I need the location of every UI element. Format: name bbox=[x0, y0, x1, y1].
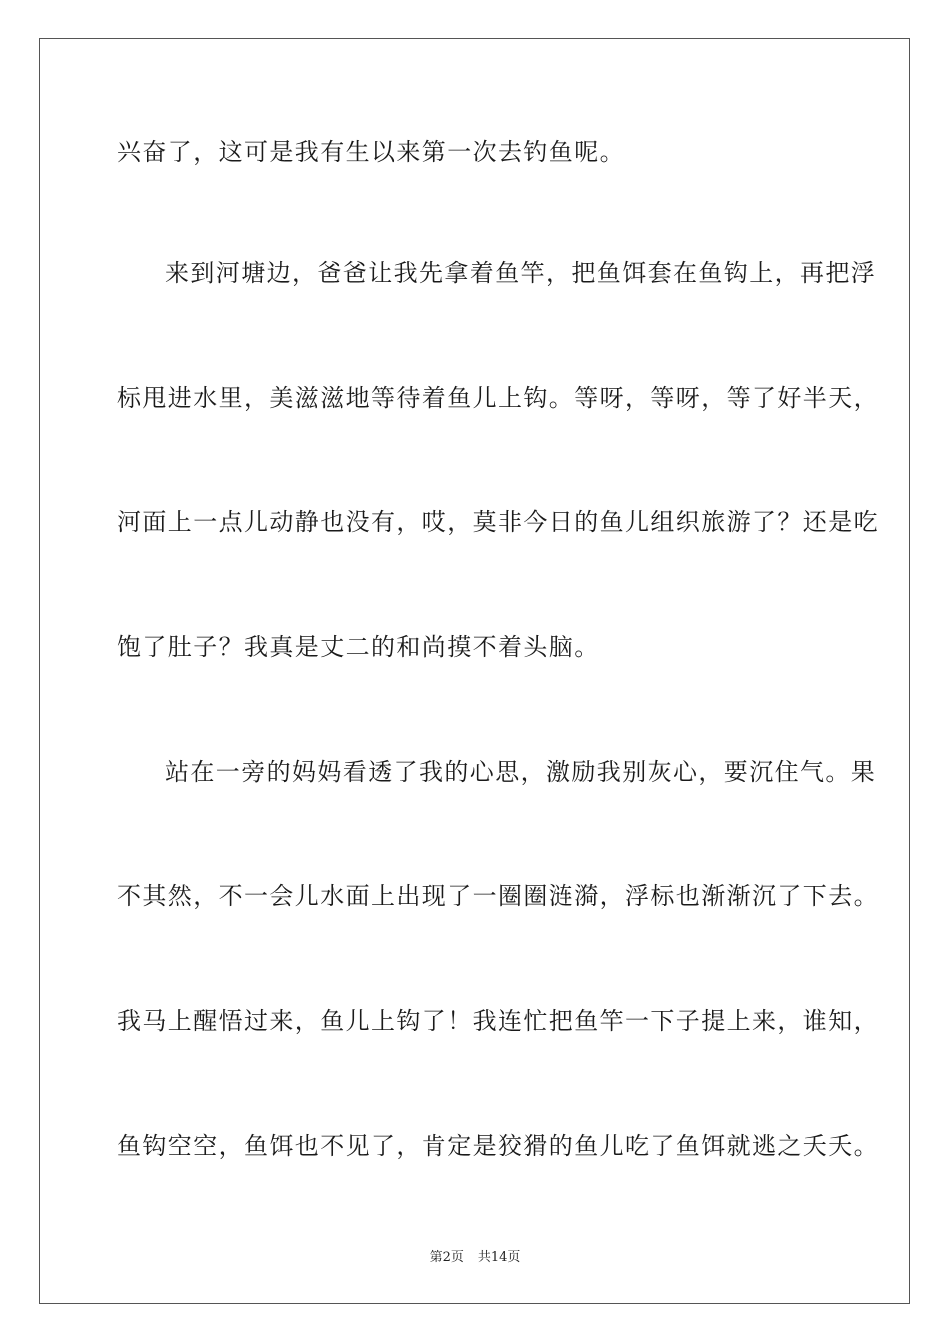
text-line-8: 我马上醒悟过来，鱼儿上钩了！我连忙把鱼竿一下子提上来，谁知， bbox=[117, 1007, 879, 1035]
text-line-2: 来到河塘边，爸爸让我先拿着鱼竿，把鱼饵套在鱼钩上，再把浮 bbox=[165, 259, 877, 287]
page-border bbox=[39, 38, 910, 1304]
text-line-6: 站在一旁的妈妈看透了我的心思，激励我别灰心，要沉住气。果 bbox=[165, 758, 877, 786]
text-line-3: 标甩进水里，美滋滋地等待着鱼儿上钩。等呀，等呀，等了好半天， bbox=[117, 384, 879, 412]
page-total: 共14页 bbox=[477, 1250, 521, 1265]
text-line-5: 饱了肚子？我真是丈二的和尚摸不着头脑。 bbox=[117, 633, 600, 661]
page-footer bbox=[0, 1246, 950, 1265]
page-number: 第2页 bbox=[429, 1250, 464, 1265]
text-line-4: 河面上一点儿动静也没有，哎，莫非今日的鱼儿组织旅游了？还是吃 bbox=[117, 508, 879, 536]
text-line-9: 鱼钩空空，鱼饵也不见了，肯定是狡猾的鱼儿吃了鱼饵就逃之夭夭。 bbox=[117, 1132, 879, 1160]
text-line-7: 不其然，不一会儿水面上出现了一圈圈涟漪，浮标也渐渐沉了下去。 bbox=[117, 882, 879, 910]
text-line-1: 兴奋了，这可是我有生以来第一次去钓鱼呢。 bbox=[117, 138, 625, 166]
